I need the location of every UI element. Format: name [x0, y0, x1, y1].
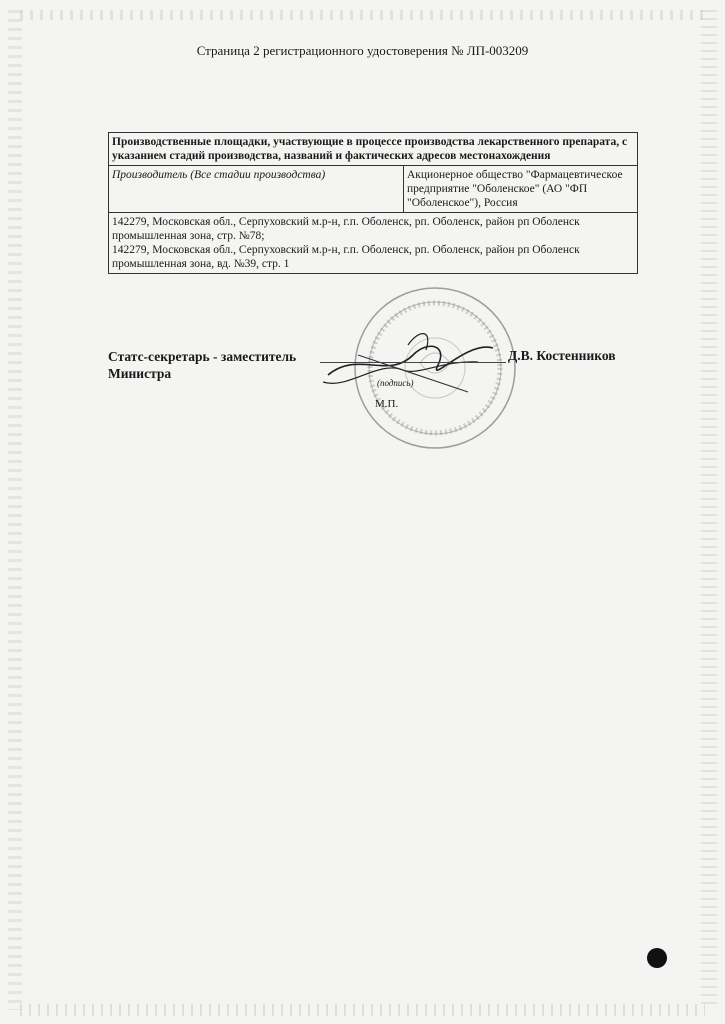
handwritten-signature	[318, 320, 518, 410]
address-line-1: 142279, Московская обл., Серпуховский м.р-н, г.п. Оболенск, рп. Оболенск, район рп Оболенск промышленная зона, стр. №78;	[112, 216, 580, 242]
signer-position: Статс-секретарь - заместитель Министра	[108, 349, 297, 381]
scan-border-top	[20, 10, 705, 20]
signature-caption: (подпись)	[377, 378, 414, 388]
address-line-2: 142279, Московская обл., Серпуховский м.р-н, г.п. Оболенск, рп. Оболенск, район рп Оболенск промышленная зона, вд. №39, стр. 1	[112, 244, 580, 270]
scan-border-right	[701, 10, 717, 1010]
stamp-place-label: М.П.	[375, 398, 399, 410]
corner-dot-mark	[647, 948, 667, 968]
production-sites-table	[108, 132, 638, 274]
signer-name: Д.В. Костенников	[508, 348, 616, 363]
signature-line	[320, 362, 506, 363]
section-heading: Производственные площадки, участвующие в процессе производства лекарственного препарата, с указанием стадий производства, названий и фактических адресов местонахождения	[109, 133, 638, 166]
address-cell	[109, 213, 638, 274]
table-row	[109, 166, 638, 213]
role-label: Производитель (Все стадии производства)	[109, 166, 404, 213]
table-row	[109, 213, 638, 274]
table-row	[109, 133, 638, 166]
scan-border-left	[8, 10, 22, 1010]
scan-border-bottom	[20, 1004, 705, 1016]
page-title: Страница 2 регистрационного удостоверения № ЛП-003209	[196, 43, 529, 58]
manufacturer-name: Акционерное общество "Фармацевтическое предприятие "Оболенское" (АО "ФП "Оболенское"), Россия	[404, 166, 638, 213]
